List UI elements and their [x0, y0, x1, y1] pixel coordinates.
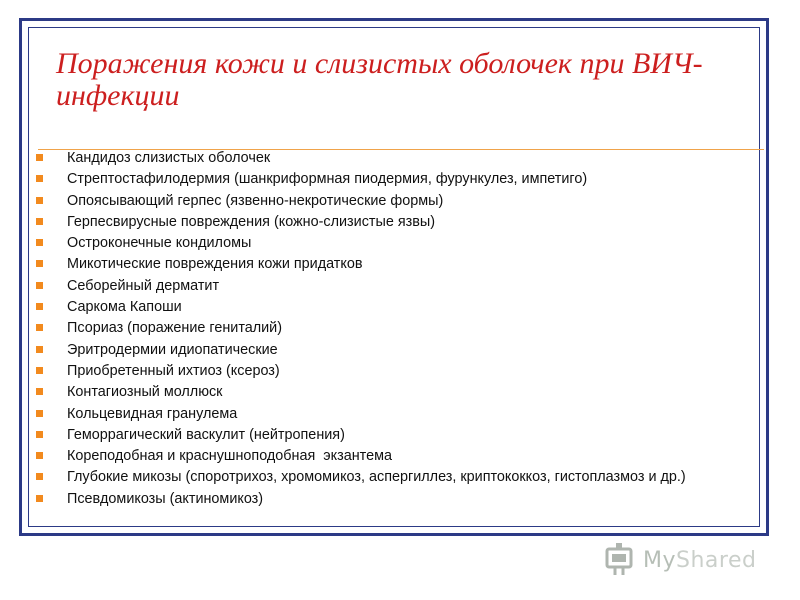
list-item-text: Контагиозный моллюск — [67, 384, 223, 401]
myshared-logo[interactable] — [605, 540, 756, 580]
bullet-square-icon — [36, 154, 43, 161]
bullet-square-icon — [36, 431, 43, 438]
logo-text — [643, 548, 756, 573]
list-item-text: Кандидоз слизистых оболочек — [67, 150, 271, 166]
list-item-text: Кольцевидная гранулема — [67, 405, 238, 422]
list-item — [36, 256, 736, 272]
list-item-text: Псевдомикозы (актиномикоз) — [67, 490, 264, 507]
list-item-text: Микотические повреждения кожи придатков — [67, 256, 363, 273]
list-item — [36, 469, 736, 485]
list-item-text: Эритродермии идиопатические — [67, 341, 278, 358]
list-item-text: Глубокие микозы (споротрихоз, хромомикоз, аспергиллез, криптококкоз, гистоплазмоз и др.) — [67, 469, 686, 486]
bullet-square-icon — [36, 175, 43, 182]
bullet-square-icon — [36, 324, 43, 331]
list-item-text: Себорейный дерматит — [67, 277, 220, 294]
list-item-text: Кореподобная и краснушноподобная экзантема — [67, 448, 392, 465]
list-item — [36, 299, 736, 315]
list-item — [36, 214, 736, 230]
bullet-square-icon — [36, 410, 43, 417]
list-item-text: Опоясывающий герпес (язвенно-некротические формы) — [67, 192, 444, 209]
bullet-square-icon — [36, 452, 43, 459]
list-item-text: Приобретенный ихтиоз (ксероз) — [67, 362, 280, 379]
slide-title: Поражения кожи и слизистых оболочек при ВИЧ-инфекции — [56, 47, 703, 112]
list-item-text: Остроконечные кондиломы — [67, 235, 252, 252]
list-item — [36, 384, 736, 400]
list-item — [36, 193, 736, 209]
list-item — [36, 363, 736, 379]
list-item — [36, 427, 736, 443]
logo-text-my: My — [643, 547, 677, 573]
bullet-square-icon — [36, 197, 43, 204]
bullet-square-icon — [36, 367, 43, 374]
list-item — [36, 491, 736, 507]
bullet-square-icon — [36, 346, 43, 353]
bullet-square-icon — [36, 473, 43, 480]
list-item-text: Стрептостафилодермия (шанкриформная пиодермия, фурункулез, импетиго) — [67, 171, 588, 188]
list-item — [36, 278, 736, 294]
list-item-text: Герпесвирусные повреждения (кожно-слизистые язвы) — [67, 213, 435, 230]
list-item — [36, 342, 736, 358]
list-item-text: Саркома Капоши — [67, 299, 182, 316]
bullet-square-icon — [36, 303, 43, 310]
bullet-square-icon — [36, 218, 43, 225]
list-item-text: Псориаз (поражение гениталий) — [67, 320, 283, 337]
bullet-square-icon — [36, 388, 43, 395]
list-item-text: Геморрагический васкулит (нейтропения) — [67, 426, 345, 443]
bullet-square-icon — [36, 495, 43, 502]
bullet-list — [36, 150, 736, 512]
list-item — [36, 235, 736, 251]
list-item — [36, 150, 736, 166]
list-item — [36, 171, 736, 187]
list-item — [36, 406, 736, 422]
list-item — [36, 320, 736, 336]
list-item — [36, 448, 736, 464]
bullet-square-icon — [36, 260, 43, 267]
bullet-square-icon — [36, 282, 43, 289]
logo-text-shared: Shared — [676, 547, 757, 573]
mysharedlogo-icon — [605, 543, 637, 577]
bullet-square-icon — [36, 239, 43, 246]
